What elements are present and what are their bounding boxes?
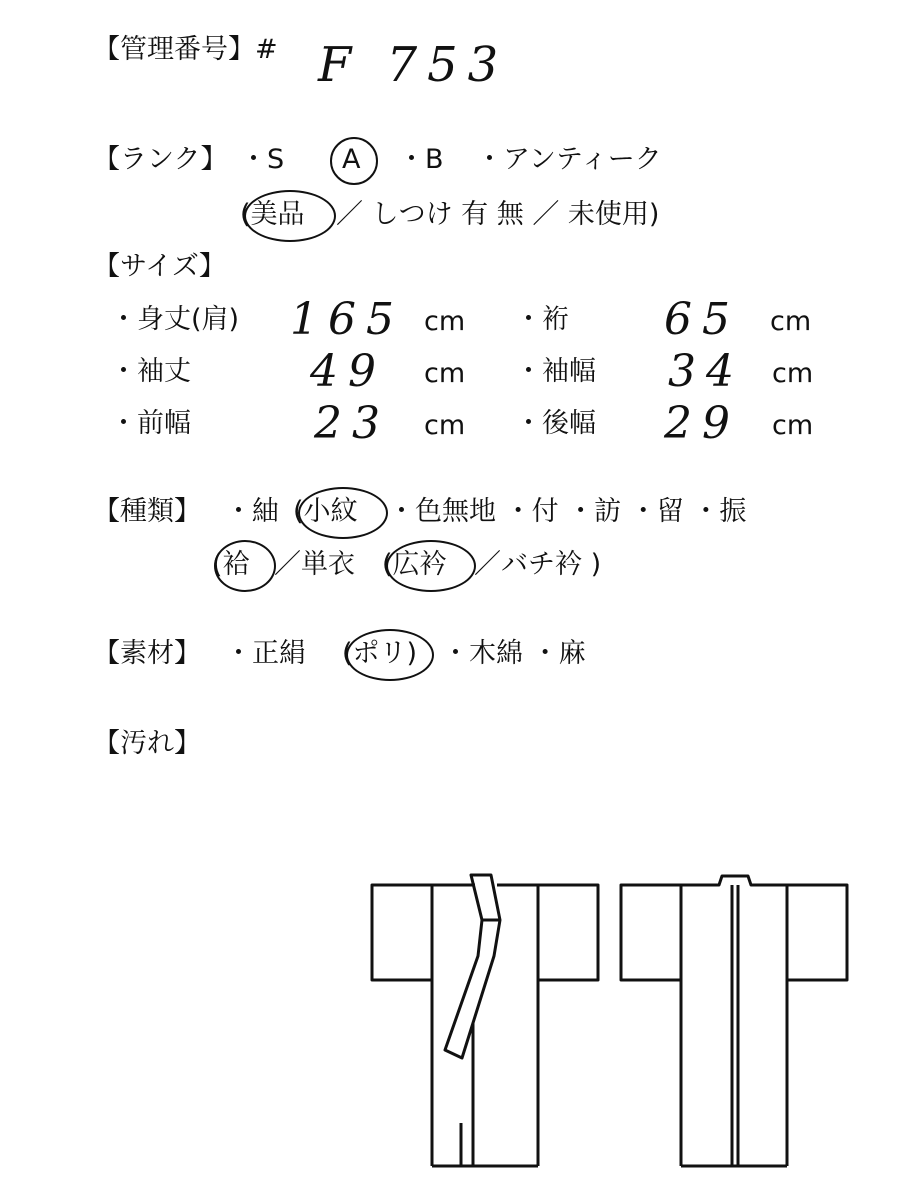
rank-option-a: A <box>342 144 361 175</box>
kimono-back-diagram <box>614 868 854 1173</box>
size-row-3-left-value: 23 <box>314 398 390 449</box>
kind-other-options: ・色無地 ・付 ・訪 ・留 ・振 <box>388 496 747 527</box>
size-row-2-left-label: ・袖丈 <box>110 356 191 387</box>
size-row-3-right-unit: cm <box>772 410 814 441</box>
kind-label: 【種類】 <box>93 496 201 527</box>
size-label: 【サイズ】 <box>93 251 226 282</box>
kimono-front-diagram <box>365 868 605 1173</box>
size-row-3-left-unit: cm <box>424 410 466 441</box>
size-row-1-left-value: 165 <box>290 294 404 345</box>
size-row-2-right-value: 34 <box>668 346 744 397</box>
kind-hiroeri: (広衿 <box>382 549 447 580</box>
size-row-1-left-unit: cm <box>424 306 466 337</box>
rank-label: 【ランク】 <box>93 144 228 175</box>
rank-option-antique: ・アンティーク <box>476 144 662 175</box>
rank-option-b: ・B <box>398 144 444 175</box>
size-row-2-right-unit: cm <box>772 358 814 389</box>
size-row-3-right-label: ・後幅 <box>515 408 596 439</box>
kind-tsumugi: ・紬 <box>225 496 279 527</box>
size-row-3-left-label: ・前幅 <box>110 408 191 439</box>
kind-bachieri: ／バチ衿 ) <box>474 549 602 580</box>
rank-option-s: ・S <box>240 144 285 175</box>
mgmt-value: F 753 <box>318 37 509 93</box>
material-poly: (ポリ) <box>342 638 418 669</box>
condition-options: ／ しつけ 有 無 ／ 未使用) <box>336 199 660 230</box>
size-row-2-left-value: 49 <box>310 346 386 397</box>
material-shoken: ・正絹 <box>225 638 306 669</box>
size-row-1-left-label: ・身丈(肩) <box>110 304 240 335</box>
size-row-1-right-label: ・裄 <box>515 304 569 335</box>
size-row-2-right-label: ・袖幅 <box>515 356 596 387</box>
condition-good: (美品 <box>240 199 305 230</box>
size-row-2-left-unit: cm <box>424 358 466 389</box>
kind-hitoe: ／単衣 <box>274 549 355 580</box>
size-row-3-right-value: 29 <box>664 398 740 449</box>
stain-label: 【汚れ】 <box>93 728 201 759</box>
size-row-1-right-value: 65 <box>664 294 740 345</box>
size-row-1-right-unit: cm <box>770 306 812 337</box>
material-label: 【素材】 <box>93 638 201 669</box>
kind-komon: (小紋 <box>293 496 358 527</box>
material-other-options: ・木綿 ・麻 <box>442 638 586 669</box>
kind-awase: (袷 <box>212 549 250 580</box>
mgmt-label: 【管理番号】# <box>93 34 278 65</box>
